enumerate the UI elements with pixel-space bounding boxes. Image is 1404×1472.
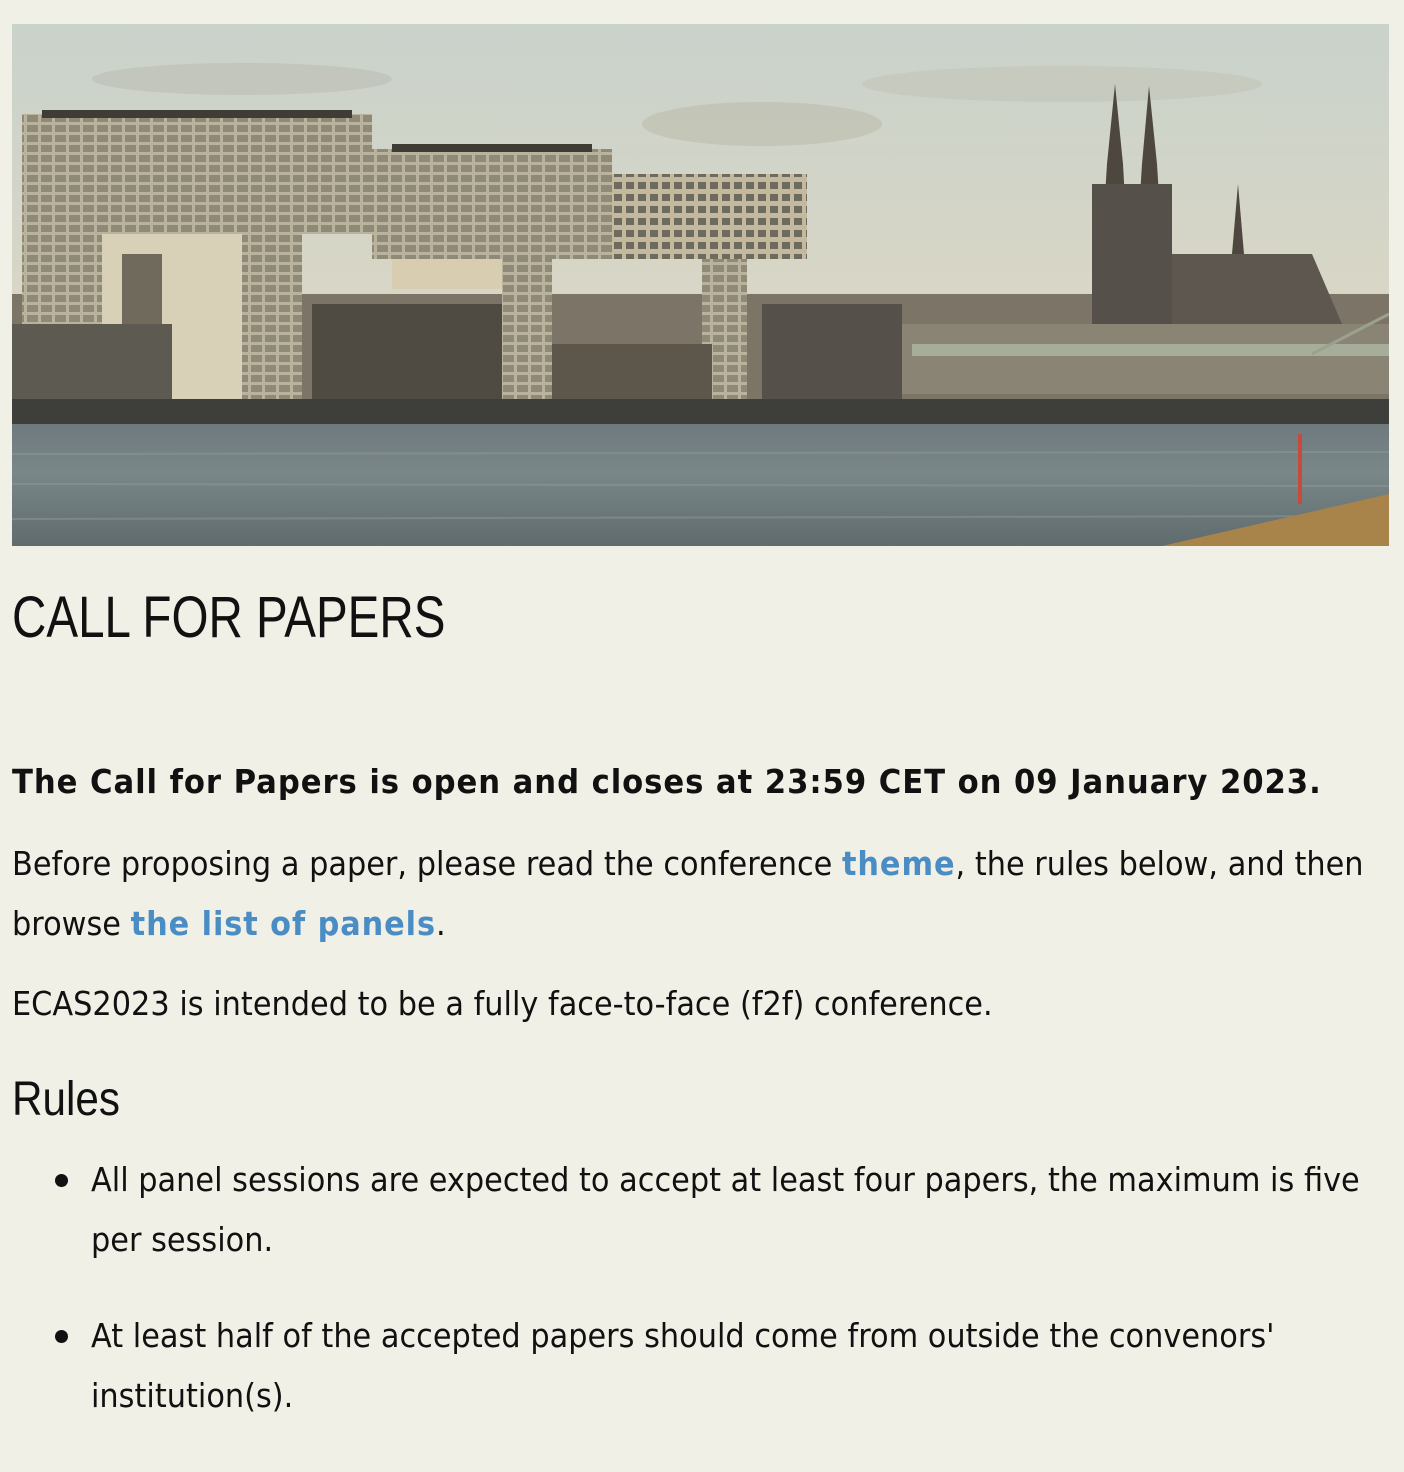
intro-text-after-theme: , the rules below, and then browse	[12, 844, 1364, 943]
hero-image	[12, 24, 1389, 546]
cologne-skyline-photo	[12, 24, 1389, 546]
bullet-icon	[55, 1330, 68, 1343]
format-note	[12, 974, 1382, 1034]
page-title: CALL FOR PAPERS	[12, 585, 446, 650]
intro-paragraph-text	[12, 834, 1374, 954]
list-item	[0, 1306, 1404, 1426]
bullet-icon	[55, 1174, 68, 1187]
deadline-notice: The Call for Papers is open and closes at 23:59 CET on 09 January 2023.	[12, 762, 1322, 801]
rule-text: All panel sessions are expected to accept at least four papers, the maximum is five per session.	[91, 1160, 1360, 1259]
rules-heading: Rules	[12, 1073, 120, 1126]
list-item	[0, 1150, 1404, 1270]
format-note-text: ECAS2023 is intended to be a fully face-to-face (f2f) conference.	[12, 984, 993, 1023]
intro-text-end: .	[436, 904, 446, 943]
rule-text: At least half of the accepted papers should come from outside the convenors' institution(s).	[91, 1316, 1275, 1415]
intro-paragraph	[12, 834, 1382, 954]
rules-list	[0, 1150, 1404, 1462]
theme-link[interactable]: theme	[841, 844, 956, 883]
panels-list-link[interactable]: the list of panels	[130, 904, 437, 943]
intro-text-before-theme: Before proposing a paper, please read the conference	[12, 844, 842, 883]
